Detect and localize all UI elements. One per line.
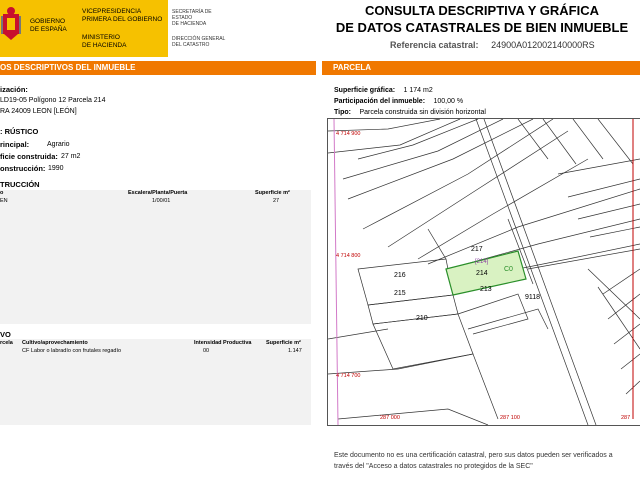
constr-cell-escalera: 1/00/01 xyxy=(152,198,171,204)
constr-cell-superficie: 27 xyxy=(273,198,280,204)
label-216: 216 xyxy=(394,272,406,279)
constr-header-escalera: Escalera/Planta/Puerta xyxy=(128,190,188,196)
label-213: 213 xyxy=(480,286,492,293)
coord-bottom-right: 287 xyxy=(621,415,631,421)
anio-construccion-label: onstrucción: xyxy=(0,164,46,173)
participacion: Participación del inmueble: 100,00 % xyxy=(334,98,464,105)
label-214-bracket: [214] xyxy=(475,259,489,265)
gov-header-block xyxy=(0,0,168,57)
label-214: 214 xyxy=(476,270,488,277)
page-title-line1: CONSULTA DESCRIPTIVA Y GRÁFICA xyxy=(364,3,599,18)
coat-of-arms-icon xyxy=(0,6,22,44)
cultivo-cell-cultivo: CF Labor o labradío con frutales regadío xyxy=(22,348,122,354)
gobierno-label: GOBIERNO DE ESPAÑA xyxy=(30,18,67,33)
ref-value: 24900A012002140000RS xyxy=(491,40,595,50)
cultivo-header-superficie: Superficie m² xyxy=(266,340,301,346)
anio-construccion-value: 1990 xyxy=(48,165,64,172)
cultivo-header-subparcela: rcela xyxy=(0,340,13,346)
coord-bottom-left: 287 000 xyxy=(380,415,400,421)
label-9118: 9118 xyxy=(525,294,541,301)
superficie-construida-label: ficie construida: xyxy=(0,152,58,161)
ministerio-label: MINISTERIO DE HACIENDA xyxy=(82,34,127,49)
cultivo-cell-intensidad: 00 xyxy=(203,348,210,354)
secretaria-label: SECRETARÍA DE ESTADO DE HACIENDA xyxy=(172,9,212,27)
footer-note: Este documento no es una certificación catastral, pero sus datos pueden ser verificados a través del "Acceso a datos catastrales no protegidos de la SEC" xyxy=(334,452,613,470)
superficie-grafica: Superficie gráfica: 1 174 m2 xyxy=(334,87,433,94)
construccion-table xyxy=(0,190,311,324)
coord-low: 4 714 700 xyxy=(336,373,361,379)
cultivo-table xyxy=(0,339,311,425)
label-217: 217 xyxy=(471,246,483,253)
tipo: Tipo: Parcela construida sin división horizontal xyxy=(334,109,486,116)
localizacion-line1: LD19-05 Polígono 12 Parcela 214 xyxy=(0,97,106,104)
construccion-title: TRUCCIÓN xyxy=(0,180,40,189)
cultivo-title: VO xyxy=(0,330,11,339)
constr-header-superficie: Superficie m² xyxy=(255,190,290,196)
superficie-construida-value: 27 m2 xyxy=(61,153,81,160)
localizacion-line2: RA 24009 LEON [LEÓN] xyxy=(0,108,77,115)
cultivo-header-cultivo: Cultivo/aprovechamiento xyxy=(22,340,88,346)
constr-header-destino: o xyxy=(0,190,4,196)
label-215: 215 xyxy=(394,290,406,297)
cultivo-cell-superficie: 1.147 xyxy=(288,348,302,354)
referencia-catastral xyxy=(390,40,595,50)
cultivo-header-intensidad: Intensidad Productiva xyxy=(194,340,252,346)
secretaria-block xyxy=(168,0,230,57)
coord-mid: 4 714 800 xyxy=(336,253,361,259)
direccion-label: DIRECCIÓN GENERAL DEL CATASTRO xyxy=(172,36,226,48)
cadastral-map-svg xyxy=(328,119,640,425)
coord-top: 4 714 900 xyxy=(336,131,361,137)
page-title-line2: DE DATOS CATASTRALES DE BIEN INMUEBLE xyxy=(335,20,629,35)
constr-cell-destino: EN xyxy=(0,198,8,204)
datos-descriptivos-bar: OS DESCRIPTIVOS DEL INMUEBLE xyxy=(0,61,316,75)
uso-label: rincipal: xyxy=(0,140,30,149)
label-c0: C0 xyxy=(504,266,513,273)
label-210: 210 xyxy=(416,315,428,322)
uso-value: Agrario xyxy=(47,141,70,148)
coord-bottom-mid: 287 100 xyxy=(500,415,520,421)
localizacion-label: ización: xyxy=(0,85,28,94)
cadastral-map[interactable] xyxy=(327,118,640,426)
parcela-bar: PARCELA xyxy=(322,61,640,75)
clase-label: : RÚSTICO xyxy=(0,127,39,136)
vicepresidencia-label: VICEPRESIDENCIA PRIMERA DEL GOBIERNO xyxy=(82,8,163,23)
ref-label: Referencia catastral: xyxy=(390,40,479,50)
